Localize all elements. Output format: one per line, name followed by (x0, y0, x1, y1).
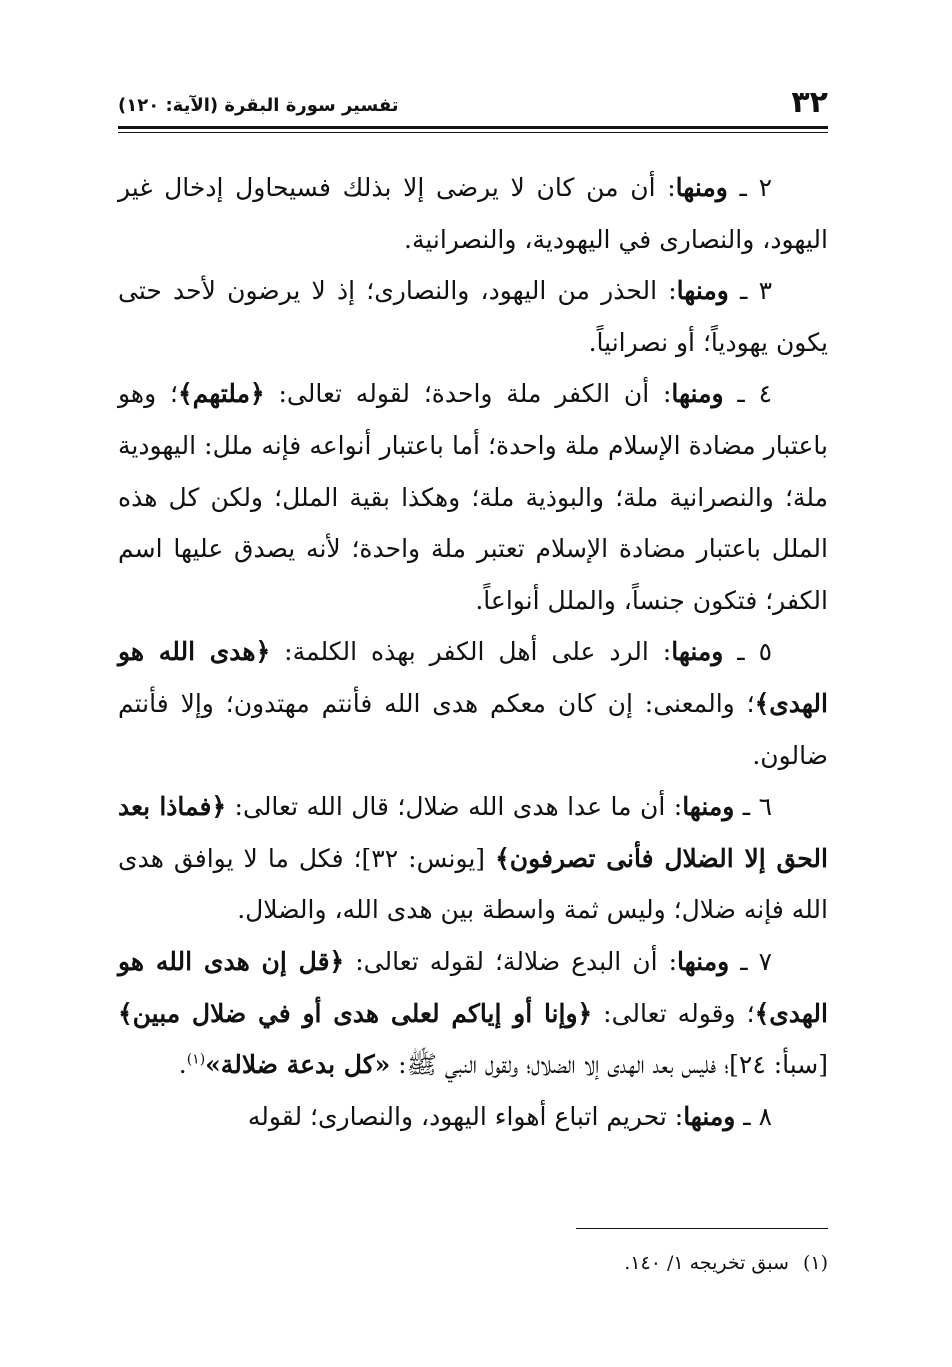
item-number: ٦ ـ (734, 792, 773, 822)
item-text: : تحريم اتباع أهواء اليهود، والنصارى؛ لقوله (247, 1101, 684, 1131)
paragraph-4 (118, 368, 828, 626)
item-lead: ومنها (671, 379, 724, 409)
quran-quote: ﴿ملتهم﴾ (177, 379, 265, 409)
page-number: ٣٢ (791, 85, 828, 120)
item-number: ٨ ـ (735, 1101, 772, 1131)
paragraph-6 (118, 781, 828, 936)
footnote (118, 1249, 828, 1277)
quran-quote: ﴿وإنا أو إياكم لعلى هدى أو في ضلال مبين﴾ (118, 998, 593, 1028)
hadith-quote: «كل بدعة ضلالة» (205, 1050, 391, 1080)
item-text: : أن الكفر ملة واحدة؛ لقوله تعالى: (264, 379, 672, 409)
item-text: : أن ما عدا هدى الله ضلال؛ قال الله تعالى: (226, 792, 683, 822)
item-lead: ومنها (675, 173, 728, 202)
item-lead: ومنها (677, 946, 730, 976)
quran-quote: ﴿هدى الله هو الهدى﴾ (118, 637, 828, 718)
item-number: ٢ ـ (727, 173, 773, 202)
item-lead: ومنها (671, 637, 724, 667)
header-rule-thick (118, 126, 828, 129)
item-lead: ومنها (682, 792, 735, 822)
paragraph-2 (118, 162, 828, 265)
quran-quote: ﴿قل إن هدى الله هو الهدى﴾ (118, 946, 828, 1028)
footnote-marker: (١) (186, 1051, 206, 1068)
header-rule-thin (118, 132, 828, 133)
page-header (118, 85, 828, 122)
footnote-separator (576, 1228, 828, 1229)
item-number: ٧ ـ (729, 946, 772, 976)
item-number: ٤ ـ (723, 379, 772, 409)
paragraph-3 (118, 265, 828, 368)
paragraph-8 (118, 1091, 828, 1143)
quran-quote: ﴿فماذا بعد الحق إلا الضلال فأنى تصرفون﴾ (118, 792, 828, 873)
item-text: : أن من كان لا يرضى إلا بذلك فسيحاول إدخال غير اليهود، والنصارى في اليهودية، والنصرانية. (118, 173, 828, 254)
item-text: ؛ والمعنى: إن كان معكم هدى الله فأنتم مهتدون؛ وإلا فأنتم ضالون. (118, 688, 828, 770)
item-number: ٥ ـ (723, 637, 772, 667)
footnote-number: (١) (802, 1252, 828, 1274)
running-title: تفسير سورة البقرة (الآية: ١٢٠) (118, 95, 399, 116)
item-text: [سبأ: ٢٤]؛ فليس بعد الهدى إلا الضلال؛ ولقول النبي ﷺ: (390, 1050, 828, 1080)
item-text: . (178, 1050, 187, 1080)
item-text: : الحذر من اليهود، والنصارى؛ إذ لا يرضون لأحد حتى يكون يهودياً؛ أو نصرانياً. (118, 276, 828, 357)
item-lead: ومنها (676, 276, 729, 306)
footnote-text: سبق تخريجه ١/ ١٤٠. (624, 1252, 789, 1274)
paragraph-5 (118, 626, 828, 781)
item-text: : الرد على أهل الكفر بهذه الكلمة: (270, 637, 672, 667)
item-text: [يونس: ٣٢]؛ فكل ما لا يوافق هدى الله فإنه ضلال؛ وليس ثمة واسطة بين هدى الله، والضلال. (118, 843, 828, 925)
paragraph-7 (118, 936, 828, 1091)
item-text: ؛ وهو باعتبار مضادة الإسلام ملة واحدة؛ أما باعتبار أنواعه فإنه ملل: اليهودية ملة؛ والنصرانية ملة؛ والبوذية ملة؛ وهكذا بقية الملل؛ ولكن كل هذه الملل باعتبار مضادة الإسلام تعتبر ملة واحدة؛ لأنه يصدق عليها اسم الكفر؛ فتكون جنساً، والملل أنواعاً. (118, 379, 828, 615)
item-lead: ومنها (683, 1101, 736, 1131)
item-text: ؛ وقوله تعالى: (592, 998, 755, 1028)
item-number: ٣ ـ (728, 276, 773, 306)
main-text (118, 162, 828, 1142)
item-text: : أن البدع ضلالة؛ لقوله تعالى: (344, 946, 678, 976)
